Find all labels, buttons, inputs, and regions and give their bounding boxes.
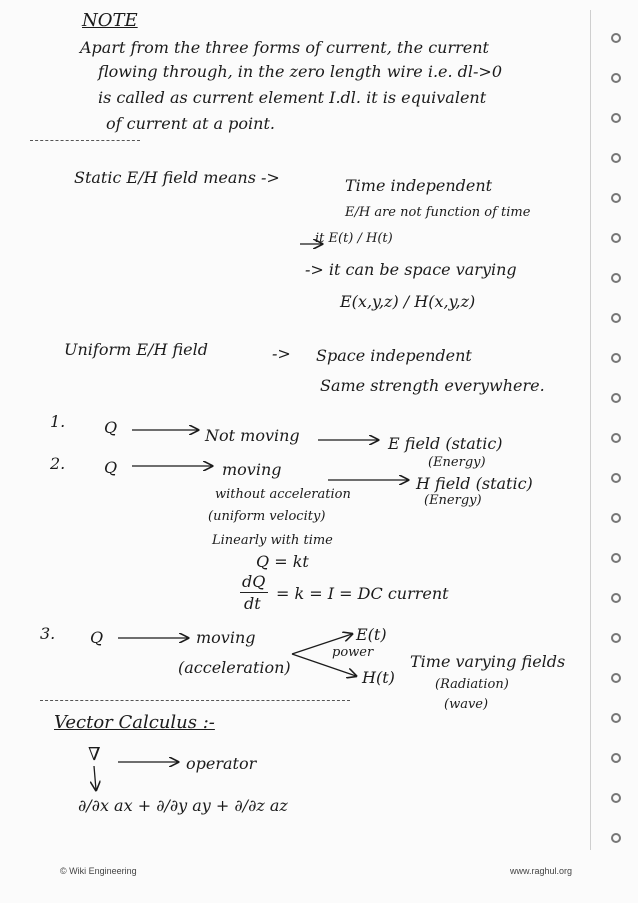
arrow-case3-h <box>292 654 356 676</box>
case3-number: 3. <box>40 624 56 643</box>
static-line-4: -> it can be space varying <box>305 260 517 279</box>
case2-eq-2: = k = I = DC current <box>276 584 449 603</box>
case3-t1: Time varying fields <box>410 652 566 671</box>
uniform-line-2: Same strength everywhere. <box>320 376 545 395</box>
vector-heading: Vector Calculus :- <box>54 712 215 733</box>
arrow-case3-e <box>292 634 352 654</box>
uniform-arrow: -> <box>272 344 291 363</box>
case2-number: 2. <box>50 454 66 473</box>
case3-t2: (Radiation) <box>435 677 509 692</box>
case2-state: moving <box>222 460 282 479</box>
case1-result: E field (static) <box>388 434 503 453</box>
note-line-3: is called as current element I.dl. it is equivalent <box>98 88 487 107</box>
vector-expression: ∂/∂x ax + ∂/∂y ay + ∂/∂z az <box>78 796 288 815</box>
case2-dq: dQ <box>242 572 266 591</box>
static-line-5: E(x,y,z) / H(x,y,z) <box>340 292 476 311</box>
nabla-icon: ∇ <box>88 744 101 765</box>
static-line-1: Time independent <box>345 176 493 195</box>
case3-e: E(t) <box>356 625 387 644</box>
case2-result: H field (static) <box>416 474 533 493</box>
case1-energy: (Energy) <box>428 455 486 470</box>
static-line-2: E/H are not function of time <box>345 205 531 220</box>
note-line-2: flowing through, in the zero length wire i.e. dl->0 <box>98 62 503 81</box>
static-line-3: it E(t) / H(t) <box>315 231 393 246</box>
case3-state: moving <box>196 628 256 647</box>
case2-line-3: Linearly with time <box>212 533 333 548</box>
case3-t3: (wave) <box>444 697 489 712</box>
vector-operator: operator <box>186 754 257 773</box>
note-line-1: Apart from the three forms of current, the current <box>80 38 489 57</box>
case2-line-2: (uniform velocity) <box>208 509 326 524</box>
arrow-nabla-down <box>94 766 96 790</box>
uniform-label: Uniform E/H field <box>64 340 208 359</box>
case2-energy: (Energy) <box>424 493 482 508</box>
case1-state: Not moving <box>205 426 300 445</box>
case3-charge: Q <box>90 628 104 647</box>
footer-left: © Wiki Engineering <box>60 866 137 876</box>
case1-charge: Q <box>104 418 118 437</box>
case1-number: 1. <box>50 412 66 431</box>
footer-right: www.raghul.org <box>510 866 573 876</box>
uniform-line-1: Space independent <box>316 346 472 365</box>
case3-h: H(t) <box>362 668 395 687</box>
static-label: Static E/H field means -> <box>74 168 280 187</box>
case2-line-1: without acceleration <box>215 487 351 502</box>
case3-power: power <box>332 645 374 660</box>
note-line-4: of current at a point. <box>106 114 275 133</box>
case2-dt: dt <box>244 594 261 613</box>
case2-eq-1: Q = kt <box>256 552 309 571</box>
case2-charge: Q <box>104 458 118 477</box>
case3-accel: (acceleration) <box>178 658 291 677</box>
note-heading: NOTE <box>82 10 138 31</box>
